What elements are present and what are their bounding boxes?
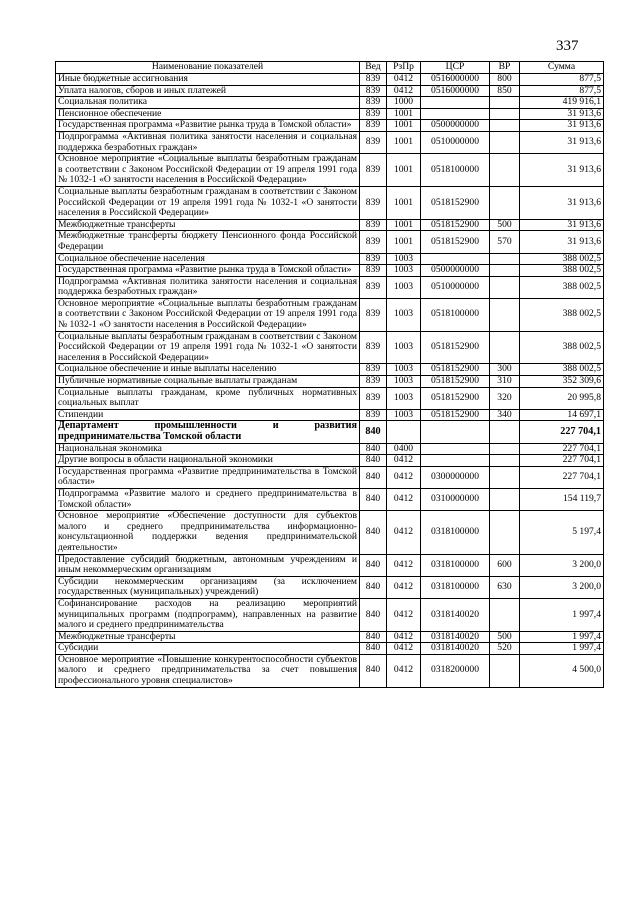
cell-rzpr: 0412: [387, 598, 421, 631]
cell-sum: 154 119,7: [520, 488, 604, 510]
cell-rzpr: 0412: [387, 455, 421, 467]
table-row: [56, 409, 604, 421]
cell-name: Другие вопросы в области национальной экономики: [56, 455, 360, 467]
cell-name: Основное мероприятие «Повышение конкурентоспособности субъектов малого и среднего предпринимательства за счет повышения профессионального уровня специалистов»: [56, 654, 360, 687]
cell-sum: 227 704,1: [520, 466, 604, 488]
cell-csr: [421, 97, 490, 109]
table-row: [56, 554, 604, 576]
cell-csr: 0518152900: [421, 231, 490, 253]
table-body: [56, 74, 604, 688]
cell-name: Стипендии: [56, 409, 360, 421]
cell-rzpr: 0412: [387, 654, 421, 687]
cell-vr: [490, 253, 520, 265]
cell-sum: 388 002,5: [520, 253, 604, 265]
cell-name: Межбюджетные трансферты: [56, 219, 360, 231]
table-row: [56, 219, 604, 231]
cell-ved: 839: [360, 409, 387, 421]
cell-name: Социальные выплаты гражданам, кроме публичных нормативных социальных выплат: [56, 387, 360, 409]
cell-vr: 300: [490, 364, 520, 376]
cell-sum: 388 002,5: [520, 364, 604, 376]
table-row: [56, 154, 604, 187]
header-vr: ВР: [490, 62, 520, 74]
cell-sum: 388 002,5: [520, 276, 604, 298]
cell-csr: 0518152900: [421, 331, 490, 364]
cell-ved: 840: [360, 654, 387, 687]
cell-vr: [490, 154, 520, 187]
cell-ved: 840: [360, 511, 387, 554]
cell-rzpr: 1001: [387, 186, 421, 219]
cell-rzpr: 1003: [387, 276, 421, 298]
cell-vr: [490, 276, 520, 298]
cell-sum: 877,5: [520, 74, 604, 86]
cell-vr: 600: [490, 554, 520, 576]
cell-vr: [490, 97, 520, 109]
cell-vr: [490, 120, 520, 132]
cell-rzpr: 0412: [387, 554, 421, 576]
cell-sum: 31 913,6: [520, 231, 604, 253]
table-row: [56, 298, 604, 331]
cell-csr: 0310000000: [421, 488, 490, 510]
cell-sum: 227 704,1: [520, 421, 604, 443]
cell-sum: 31 913,6: [520, 120, 604, 132]
table-row: [56, 488, 604, 510]
cell-name: Субсидии: [56, 643, 360, 655]
cell-ved: 839: [360, 186, 387, 219]
cell-vr: [490, 466, 520, 488]
cell-sum: 388 002,5: [520, 331, 604, 364]
cell-ved: 839: [360, 364, 387, 376]
cell-sum: 3 200,0: [520, 576, 604, 598]
cell-ved: 839: [360, 131, 387, 153]
cell-name: Социальное обеспечение и иные выплаты населению: [56, 364, 360, 376]
cell-sum: 31 913,6: [520, 131, 604, 153]
cell-rzpr: 0412: [387, 576, 421, 598]
cell-ved: 840: [360, 455, 387, 467]
cell-rzpr: 1001: [387, 231, 421, 253]
cell-name: Социальная политика: [56, 97, 360, 109]
cell-name: Публичные нормативные социальные выплаты гражданам: [56, 376, 360, 388]
cell-ved: 839: [360, 108, 387, 120]
cell-rzpr: 0400: [387, 443, 421, 455]
cell-ved: 840: [360, 643, 387, 655]
cell-sum: 1 997,4: [520, 598, 604, 631]
table-row: [56, 331, 604, 364]
cell-csr: 0318140020: [421, 631, 490, 643]
table-row: [56, 421, 604, 443]
cell-sum: 3 200,0: [520, 554, 604, 576]
cell-ved: 839: [360, 74, 387, 86]
table-row: [56, 598, 604, 631]
cell-rzpr: 0412: [387, 74, 421, 86]
cell-name: Софинансирование расходов на реализацию мероприятий муниципальных программ (подпрограмм), направленных на развитие малого и среднего предпринимательства: [56, 598, 360, 631]
cell-csr: 0518152900: [421, 186, 490, 219]
cell-sum: 388 002,5: [520, 265, 604, 277]
cell-name: Основное мероприятие «Социальные выплаты безработным гражданам в соответствии с Законом Российской Федерации от 19 апреля 1991 года № 1032-1 «О занятости населения в Российской Федерации»: [56, 298, 360, 331]
cell-csr: 0318140020: [421, 643, 490, 655]
cell-rzpr: 0412: [387, 466, 421, 488]
table-row: [56, 576, 604, 598]
cell-vr: [490, 598, 520, 631]
cell-name: Департамент промышленности и развития предпринимательства Томской области: [56, 421, 360, 443]
cell-sum: 227 704,1: [520, 443, 604, 455]
cell-sum: 5 197,4: [520, 511, 604, 554]
cell-rzpr: 1001: [387, 219, 421, 231]
cell-name: Подпрограмма «Активная политика занятости населения и социальная поддержка безработных граждан»: [56, 131, 360, 153]
cell-rzpr: 1003: [387, 376, 421, 388]
table-row: [56, 276, 604, 298]
cell-ved: 839: [360, 85, 387, 97]
cell-vr: 520: [490, 643, 520, 655]
cell-ved: 839: [360, 265, 387, 277]
cell-name: Государственная программа «Развитие рынка труда в Томской области»: [56, 120, 360, 132]
table-row: [56, 186, 604, 219]
cell-ved: 840: [360, 554, 387, 576]
cell-name: Национальная экономика: [56, 443, 360, 455]
cell-ved: 840: [360, 576, 387, 598]
cell-csr: 0518100000: [421, 298, 490, 331]
cell-ved: 839: [360, 231, 387, 253]
cell-vr: [490, 488, 520, 510]
cell-sum: 31 913,6: [520, 154, 604, 187]
cell-csr: 0318100000: [421, 554, 490, 576]
cell-name: Уплата налогов, сборов и иных платежей: [56, 85, 360, 97]
cell-csr: 0516000000: [421, 85, 490, 97]
header-name: Наименование показателей: [56, 62, 360, 74]
cell-ved: 839: [360, 120, 387, 132]
table-row: [56, 265, 604, 277]
cell-ved: 839: [360, 331, 387, 364]
cell-sum: 20 995,8: [520, 387, 604, 409]
cell-name: Основное мероприятие «Социальные выплаты безработным гражданам в соответствии с Законом Российской Федерации от 19 апреля 1991 года № 1032-1 «О занятости населения в Российской Федерации»: [56, 154, 360, 187]
cell-name: Подпрограмма «Развитие малого и среднего предпринимательства в Томской области»: [56, 488, 360, 510]
cell-rzpr: 1001: [387, 131, 421, 153]
cell-csr: 0318140020: [421, 598, 490, 631]
table-row: [56, 231, 604, 253]
cell-rzpr: 1003: [387, 331, 421, 364]
cell-ved: 839: [360, 154, 387, 187]
cell-vr: 320: [490, 387, 520, 409]
cell-vr: 500: [490, 631, 520, 643]
cell-ved: 840: [360, 598, 387, 631]
table-row: [56, 74, 604, 86]
cell-ved: 840: [360, 443, 387, 455]
table-row: [56, 466, 604, 488]
cell-ved: 839: [360, 276, 387, 298]
cell-csr: 0518152900: [421, 219, 490, 231]
cell-csr: 0518152900: [421, 364, 490, 376]
table-row: [56, 643, 604, 655]
cell-vr: [490, 265, 520, 277]
cell-rzpr: [387, 421, 421, 443]
cell-name: Основное мероприятие «Обеспечение доступности для субъектов малого и среднего предпринимательства информационно-консультационной поддержки ведения предпринимательской деятельности»: [56, 511, 360, 554]
cell-ved: 840: [360, 466, 387, 488]
cell-rzpr: 1003: [387, 409, 421, 421]
cell-csr: 0318100000: [421, 511, 490, 554]
cell-rzpr: 0412: [387, 643, 421, 655]
table-row: [56, 120, 604, 132]
cell-ved: 839: [360, 298, 387, 331]
table-row: [56, 364, 604, 376]
cell-vr: 630: [490, 576, 520, 598]
cell-rzpr: 1003: [387, 298, 421, 331]
cell-sum: 31 913,6: [520, 186, 604, 219]
cell-sum: 31 913,6: [520, 108, 604, 120]
cell-rzpr: 1003: [387, 364, 421, 376]
cell-csr: 0518152900: [421, 409, 490, 421]
cell-csr: [421, 253, 490, 265]
cell-csr: 0300000000: [421, 466, 490, 488]
cell-name: Предоставление субсидий бюджетным, автономным учреждениям и иным некоммерческим организациям: [56, 554, 360, 576]
cell-vr: [490, 108, 520, 120]
cell-rzpr: 1001: [387, 108, 421, 120]
header-csr: ЦСР: [421, 62, 490, 74]
table-row: [56, 511, 604, 554]
table-header-row: [56, 62, 604, 74]
cell-csr: 0510000000: [421, 131, 490, 153]
cell-csr: 0318100000: [421, 576, 490, 598]
table-row: [56, 376, 604, 388]
cell-rzpr: 1001: [387, 154, 421, 187]
table-row: [56, 97, 604, 109]
cell-csr: 0518100000: [421, 154, 490, 187]
cell-ved: 840: [360, 421, 387, 443]
cell-csr: 0518152900: [421, 376, 490, 388]
cell-csr: 0500000000: [421, 265, 490, 277]
cell-csr: 0510000000: [421, 276, 490, 298]
cell-rzpr: 1003: [387, 253, 421, 265]
table-row: [56, 131, 604, 153]
cell-name: Социальные выплаты безработным гражданам в соответствии с Законом Российской Федерации от 19 апреля 1991 года № 1032-1 «О занятости населения в Российской Федерации»: [56, 186, 360, 219]
table-row: [56, 631, 604, 643]
cell-sum: 227 704,1: [520, 455, 604, 467]
cell-vr: [490, 443, 520, 455]
cell-csr: 0518152900: [421, 387, 490, 409]
table-row: [56, 108, 604, 120]
cell-ved: 839: [360, 219, 387, 231]
budget-table: [55, 61, 604, 688]
header-ved: Вед: [360, 62, 387, 74]
cell-rzpr: 0412: [387, 511, 421, 554]
table-row: [56, 443, 604, 455]
cell-csr: [421, 443, 490, 455]
cell-rzpr: 0412: [387, 631, 421, 643]
cell-vr: [490, 131, 520, 153]
cell-vr: [490, 511, 520, 554]
cell-rzpr: 0412: [387, 488, 421, 510]
cell-csr: 0500000000: [421, 120, 490, 132]
cell-rzpr: 1001: [387, 120, 421, 132]
cell-name: Пенсионное обеспечение: [56, 108, 360, 120]
cell-sum: 877,5: [520, 85, 604, 97]
cell-name: Государственная программа «Развитие рынка труда в Томской области»: [56, 265, 360, 277]
table-row: [56, 85, 604, 97]
cell-csr: [421, 108, 490, 120]
cell-name: Социальные выплаты безработным гражданам в соответствии с Законом Российской Федерации от 19 апреля 1991 года № 1032-1 «О занятости населения в Российской Федерации»: [56, 331, 360, 364]
cell-sum: 388 002,5: [520, 298, 604, 331]
table-row: [56, 253, 604, 265]
cell-csr: [421, 455, 490, 467]
cell-sum: 352 309,6: [520, 376, 604, 388]
cell-rzpr: 1003: [387, 387, 421, 409]
cell-rzpr: 0412: [387, 85, 421, 97]
cell-vr: [490, 298, 520, 331]
cell-sum: 419 916,1: [520, 97, 604, 109]
cell-rzpr: 1000: [387, 97, 421, 109]
cell-name: Межбюджетные трансферты: [56, 631, 360, 643]
cell-name: Государственная программа «Развитие предпринимательства в Томской области»: [56, 466, 360, 488]
cell-vr: 310: [490, 376, 520, 388]
cell-rzpr: 1003: [387, 265, 421, 277]
cell-ved: 839: [360, 387, 387, 409]
table-row: [56, 387, 604, 409]
cell-vr: 340: [490, 409, 520, 421]
cell-sum: 1 997,4: [520, 631, 604, 643]
cell-vr: [490, 331, 520, 364]
cell-name: Подпрограмма «Активная политика занятости населения и социальная поддержка безработных граждан»: [56, 276, 360, 298]
cell-ved: 840: [360, 631, 387, 643]
header-rzpr: РзПр: [387, 62, 421, 74]
cell-name: Субсидии некоммерческим организациям (за исключением государственных (муниципальных) учреждений): [56, 576, 360, 598]
cell-sum: 4 500,0: [520, 654, 604, 687]
cell-name: Социальное обеспечение населения: [56, 253, 360, 265]
header-sum: Сумма: [520, 62, 604, 74]
cell-csr: 0318200000: [421, 654, 490, 687]
cell-vr: 850: [490, 85, 520, 97]
cell-ved: 839: [360, 97, 387, 109]
cell-name: Межбюджетные трансферты бюджету Пенсионного фонда Российской Федерации: [56, 231, 360, 253]
cell-vr: 500: [490, 219, 520, 231]
cell-ved: 839: [360, 376, 387, 388]
cell-sum: 31 913,6: [520, 219, 604, 231]
cell-vr: 570: [490, 231, 520, 253]
cell-name: Иные бюджетные ассигнования: [56, 74, 360, 86]
cell-sum: 1 997,4: [520, 643, 604, 655]
cell-csr: 0516000000: [421, 74, 490, 86]
cell-vr: [490, 186, 520, 219]
table-row: [56, 455, 604, 467]
cell-csr: [421, 421, 490, 443]
cell-vr: [490, 654, 520, 687]
cell-vr: [490, 421, 520, 443]
page-number: 337: [556, 38, 579, 54]
cell-ved: 839: [360, 253, 387, 265]
cell-vr: [490, 455, 520, 467]
cell-ved: 840: [360, 488, 387, 510]
cell-sum: 14 697,1: [520, 409, 604, 421]
table-row: [56, 654, 604, 687]
cell-vr: 800: [490, 74, 520, 86]
